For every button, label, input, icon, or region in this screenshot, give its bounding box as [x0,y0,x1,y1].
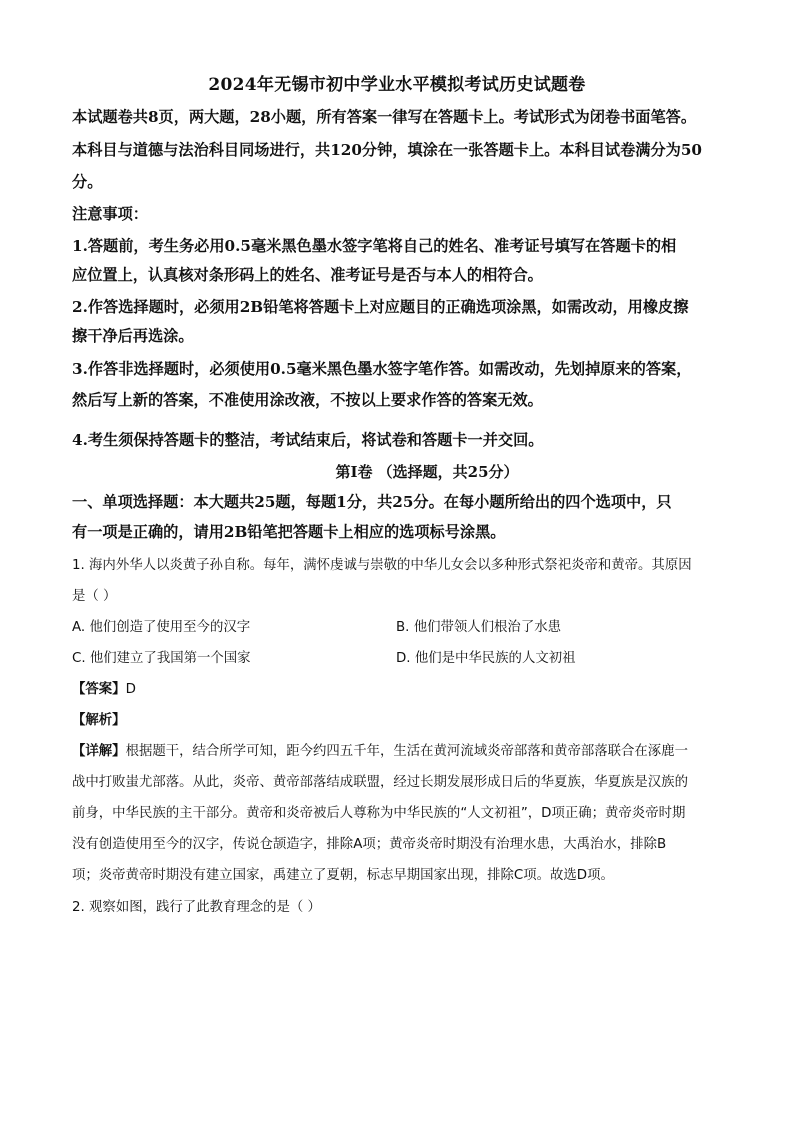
page-title: 2024年无锡市初中学业水平模拟考试历史试题卷 [208,75,586,95]
section-line-1: 一、单项选择题：本大题共25题，每题1分，共25分。在每小题所给出的四个选项中，只 [72,493,672,511]
intro-line-3: 分。 [72,173,103,191]
notice-line-1: 1.答题前，考生务必用0.5毫米黑色墨水签字笔将自己的姓名、准考证号填写在答题卡的相 [72,237,677,255]
q2-stem: 2. 观察如图，践行了此教育理念的是（ ） [72,900,321,915]
notice-line-7: 4.考生须保持答题卡的整洁，考试结束后，将试卷和答题卡一并交回。 [72,431,544,449]
notice-line-4: 擦干净后再选涂。 [72,327,194,345]
answer-label: 【答案】 [72,682,126,697]
q1-option-c: C. 他们建立了我国第一个国家 [72,651,251,666]
q1-answer [72,680,732,700]
q1-detail-line-1 [72,742,732,762]
notice-line-6: 然后写上新的答案，不准使用涂改液，不按以上要求作答的答案无效。 [72,391,543,409]
q1-detail-line-2: 战中打败蚩尤部落。从此，炎帝、黄帝部落结成联盟，经过长期发展形成日后的华夏族，华夏族是汉族的 [72,775,688,790]
intro-line-1: 本试题卷共8页，两大题，28小题，所有答案一律写在答题卡上。考试形式为闭卷书面笔答。 [72,108,697,126]
section-line-2: 有一项是正确的，请用2B铅笔把答题卡上相应的选项标号涂黑。 [72,523,506,541]
notice-line-3: 2.作答选择题时，必须用2B铅笔将答题卡上对应题目的正确选项涂黑，如需改动，用橡皮擦 [72,298,689,316]
part-title: 第Ⅰ卷 （选择题，共25分） [335,463,519,481]
detail-text-1: 根据题干，结合所学可知，距今约四五千年，生活在黄河流域炎帝部落和黄帝部落联合在涿鹿一 [125,744,688,759]
q1-analysis-label: 【解析】 [72,713,126,728]
notice-line-5: 3.作答非选择题时，必须使用0.5毫米黑色墨水签字笔作答。如需改动，先划掉原来的答案， [72,360,692,378]
answer-value: D [125,682,136,697]
intro-line-2: 本科目与道德与法治科目同场进行，共120分钟，填涂在一张答题卡上。本科目试卷满分为50 [72,141,702,159]
detail-label: 【详解】 [72,744,126,759]
q1-option-a: A. 他们创造了使用至今的汉字 [72,620,251,635]
notice-title: 注意事项： [72,205,148,223]
q1-option-b: B. 他们带领人们根治了水患 [396,620,561,635]
q1-detail-line-4: 没有创造使用至今的汉字，传说仓颉造字，排除A项；黄帝炎帝时期没有治理水患，大禹治水，排除B [72,837,667,852]
notice-line-2: 应位置上，认真核对条形码上的姓名、准考证号是否与本人的相符合。 [72,266,543,284]
q1-stem-line-1: 1. 海内外华人以炎黄子孙自称。每年，满怀虔诚与崇敬的中华儿女会以多种形式祭祀炎帝和黄帝。其原因 [72,558,692,573]
q1-detail-line-5: 项；炎帝黄帝时期没有建立国家，禹建立了夏朝，标志早期国家出现，排除C项。故选D项。 [72,868,614,883]
q1-option-d: D. 他们是中华民族的人文初祖 [396,651,576,666]
q1-detail-line-3: 前身，中华民族的主干部分。黄帝和炎帝被后人尊称为中华民族的“人文初祖”，D项正确；黄帝炎帝时期 [72,806,686,821]
q1-stem-line-2: 是（ ） [72,589,117,604]
